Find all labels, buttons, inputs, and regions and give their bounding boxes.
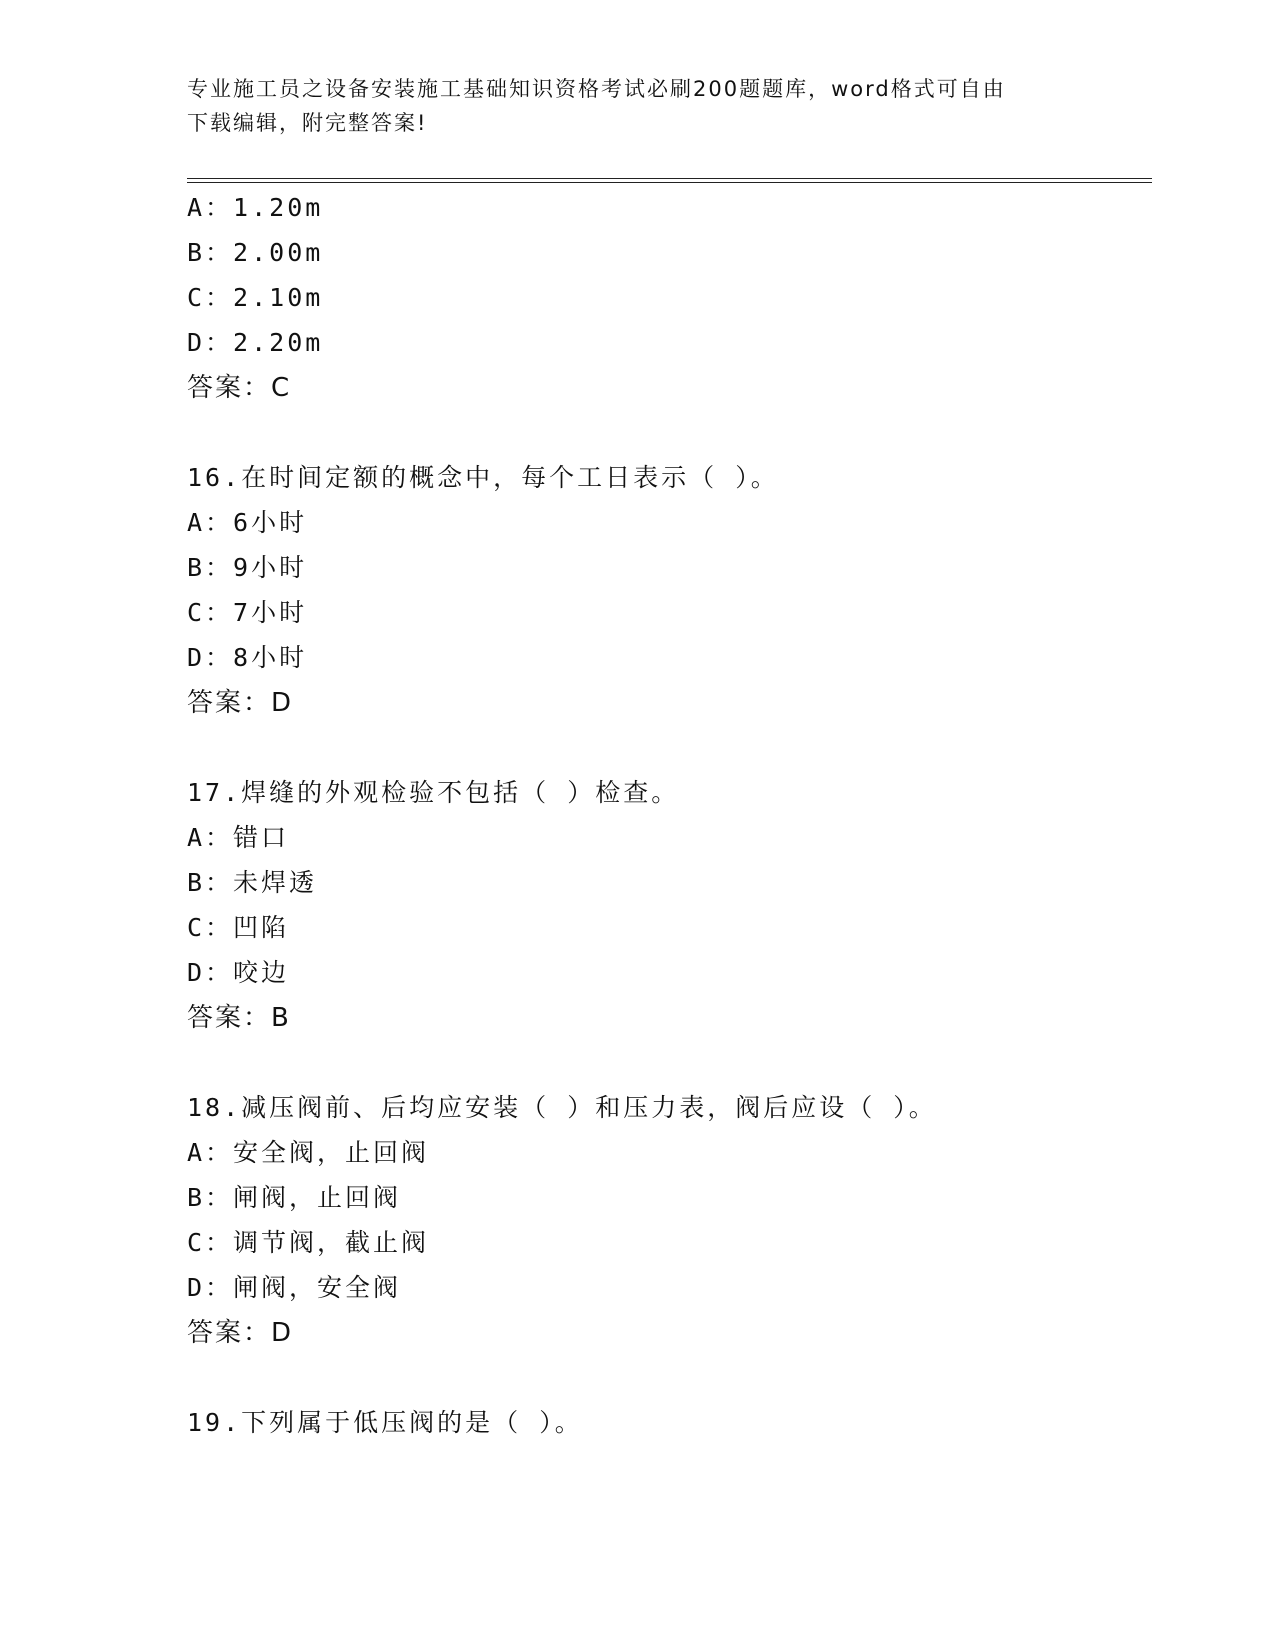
q15-answer: 答案：C xyxy=(187,373,292,403)
header-divider-bottom xyxy=(187,182,1152,183)
q17-option-c: C：凹陷 xyxy=(187,913,290,942)
q16-answer: 答案：D xyxy=(187,688,294,718)
q18-option-a: A：安全阀，止回阀 xyxy=(187,1138,430,1167)
q18-option-b: B：闸阀，止回阀 xyxy=(187,1183,402,1212)
q16-option-a: A：6小时 xyxy=(187,508,308,537)
q17-question: 17.焊缝的外观检验不包括（ ）检查。 xyxy=(187,778,680,807)
q18-question: 18.减压阀前、后均应安装（ ）和压力表，阀后应设（ ）。 xyxy=(187,1093,937,1122)
q15-option-c: C：2.10m xyxy=(187,283,324,312)
header-title-line1: 专业施工员之设备安装施工基础知识资格考试必刷200题题库，word格式可自由 xyxy=(187,77,1006,101)
q15-option-b: B：2.00m xyxy=(187,238,324,267)
q18-option-d: D：闸阀，安全阀 xyxy=(187,1273,402,1302)
q16-option-d: D：8小时 xyxy=(187,643,308,672)
q17-option-d: D：咬边 xyxy=(187,958,290,987)
q18-option-c: C：调节阀，截止阀 xyxy=(187,1228,430,1257)
header-title-line2: 下载编辑，附完整答案! xyxy=(187,111,428,135)
q17-option-b: B：未焊透 xyxy=(187,868,318,897)
header-divider-top xyxy=(187,178,1152,179)
q17-answer: 答案：B xyxy=(187,1003,291,1033)
q16-option-b: B：9小时 xyxy=(187,553,308,582)
q18-answer: 答案：D xyxy=(187,1318,294,1348)
q19-question: 19.下列属于低压阀的是（ ）。 xyxy=(187,1408,583,1437)
document-header xyxy=(187,72,1087,140)
q16-question: 16.在时间定额的概念中，每个工日表示（ ）。 xyxy=(187,463,779,492)
q15-option-d: D：2.20m xyxy=(187,328,324,357)
q15-option-a: A：1.20m xyxy=(187,193,324,222)
q16-option-c: C：7小时 xyxy=(187,598,308,627)
q17-option-a: A：错口 xyxy=(187,823,290,852)
